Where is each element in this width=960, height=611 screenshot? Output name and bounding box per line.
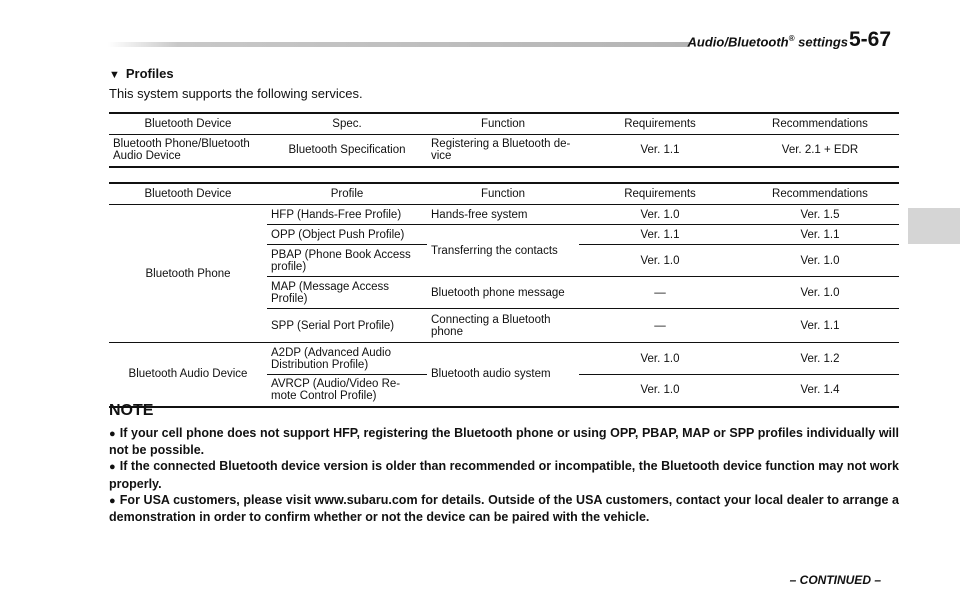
section-heading (109, 66, 174, 81)
table-cell: A2DP (Advanced Audio Distribution Profile) (267, 343, 427, 375)
page-number: 5-67 (848, 28, 891, 51)
note-item (109, 458, 899, 491)
intro-text: This system supports the following services. (109, 86, 363, 101)
note-text: If the connected Bluetooth device version is older than recommended or incompatible, the Bluetooth device function may not work properly. (109, 459, 899, 491)
triangle-marker-icon: ▼ (109, 69, 120, 81)
column-header: Bluetooth Device (109, 113, 267, 135)
header-rule (108, 42, 690, 47)
table-cell: Bluetooth Phone/Bluetooth Audio Device (109, 135, 267, 167)
table-cell: Hands-free system (427, 205, 579, 225)
table-header-row (109, 113, 899, 135)
section-title: Profiles (125, 66, 174, 81)
table-cell: Ver. 1.2 (741, 343, 899, 375)
table-row (109, 343, 899, 375)
column-header: Recommendations (741, 183, 899, 205)
table-row (109, 135, 899, 167)
table-cell: Bluetooth phone message (427, 277, 579, 309)
table-cell: Ver. 1.0 (579, 245, 741, 277)
column-header: Profile (267, 183, 427, 205)
table-cell: Ver. 1.5 (741, 205, 899, 225)
profile-table (109, 182, 899, 408)
column-header: Bluetooth Device (109, 183, 267, 205)
table-cell: — (579, 309, 741, 343)
table-cell: Ver. 1.4 (741, 375, 899, 407)
table-cell: Connecting a Bluetooth phone (427, 309, 579, 343)
table-cell: Ver. 2.1 + EDR (741, 135, 899, 167)
table-cell: PBAP (Phone Book Access profile) (267, 245, 427, 277)
column-header: Spec. (267, 113, 427, 135)
note-list (109, 425, 899, 525)
table-cell: Ver. 1.1 (741, 309, 899, 343)
header-title-text: Audio/Bluetooth (687, 34, 789, 50)
table-cell: Ver. 1.1 (741, 225, 899, 245)
table-cell: HFP (Hands-Free Profile) (267, 205, 427, 225)
note-item (109, 425, 899, 458)
column-header: Recommendations (741, 113, 899, 135)
column-header: Function (427, 183, 579, 205)
table-cell: Bluetooth audio system (427, 343, 579, 407)
column-header: Function (427, 113, 579, 135)
table-cell: Ver. 1.0 (579, 375, 741, 407)
table-cell: MAP (Message Access Profile) (267, 277, 427, 309)
table-cell: Registering a Bluetooth de-vice (427, 135, 579, 167)
bullet-icon: ● (109, 461, 116, 474)
table-header-row (109, 183, 899, 205)
device-cell: Bluetooth Audio Device (109, 343, 267, 407)
table-cell: Ver. 1.0 (579, 343, 741, 375)
side-thumb-tab (908, 208, 960, 244)
column-header: Requirements (579, 183, 741, 205)
header-title-suffix: settings (794, 34, 848, 50)
note-text: For USA customers, please visit www.subaru.com for details. Outside of the USA customers, contact your local dealer to arrange a demonstration in order to confirm whether or not the device can be paired with the vehicle. (109, 492, 900, 525)
table-cell: Bluetooth Specification (267, 135, 427, 167)
note-heading: NOTE (109, 402, 154, 419)
spec-table (109, 112, 899, 168)
note-text: If your cell phone does not support HFP, registering the Bluetooth phone or using OPP, PBAP, MAP or SPP profiles individually will not be possible. (109, 426, 899, 458)
device-cell: Bluetooth Phone (109, 205, 267, 343)
continued-marker: – CONTINUED – (789, 573, 881, 587)
table-cell: Ver. 1.1 (579, 135, 741, 167)
table-cell: SPP (Serial Port Profile) (267, 309, 427, 343)
bullet-icon: ● (109, 494, 116, 507)
note-item (109, 492, 899, 525)
table-cell: AVRCP (Audio/Video Re-mote Control Profile) (267, 375, 427, 407)
table-cell: OPP (Object Push Profile) (267, 225, 427, 245)
column-header: Requirements (579, 113, 741, 135)
table-cell: Transferring the contacts (427, 225, 579, 277)
registered-mark: ® (788, 34, 795, 43)
table-cell: Ver. 1.0 (741, 277, 899, 309)
table-cell: Ver. 1.1 (579, 225, 741, 245)
table-row (109, 205, 899, 225)
table-cell: — (579, 277, 741, 309)
table-cell: Ver. 1.0 (579, 205, 741, 225)
table-cell: Ver. 1.0 (741, 245, 899, 277)
bullet-icon: ● (109, 428, 116, 440)
running-header (688, 34, 848, 49)
